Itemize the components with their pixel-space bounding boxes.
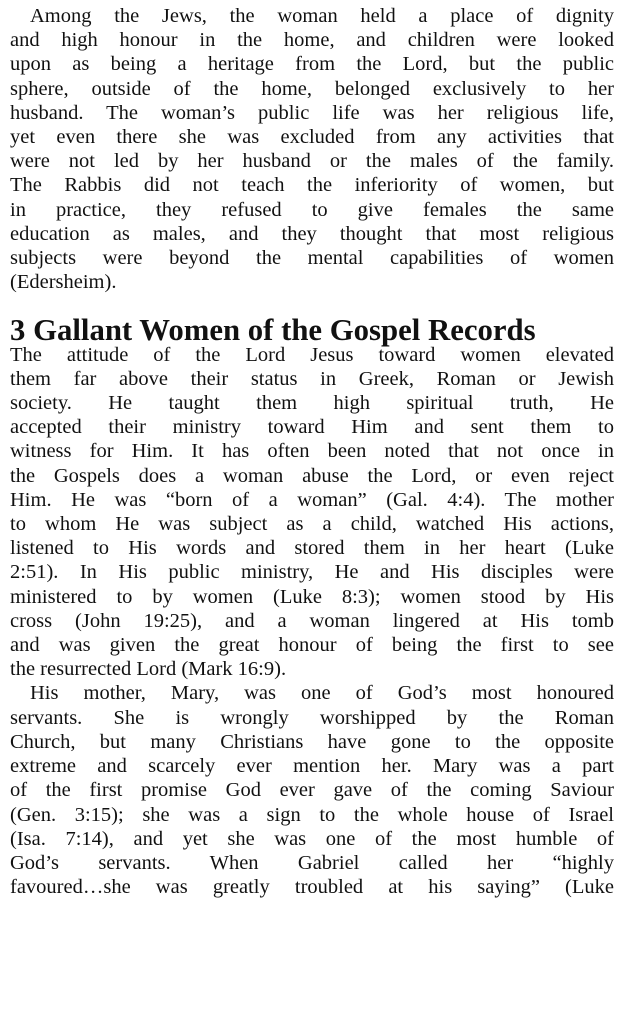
text-line: the resurrected Lord (Mark 16:9). <box>10 658 287 681</box>
paragraph-jewish-women <box>10 4 614 294</box>
text-line: yet even there she was excluded from any activities that <box>10 126 614 149</box>
text-line: favoured…she was greatly troubled at his saying” (Luke <box>10 876 614 899</box>
text-line: listened to His words and stored them in her heart (Luke <box>10 537 614 560</box>
text-line: (Edersheim). <box>10 271 117 294</box>
text-line: sphere, outside of the home, belonged exclusively to her <box>10 77 614 100</box>
text-line: upon as being a heritage from the Lord, but the public <box>10 53 614 76</box>
section-heading: 3 Gallant Women of the Gospel Records <box>10 313 536 348</box>
text-line: (Gen. 3:15); she was a sign to the whole house of Israel <box>10 803 614 826</box>
text-line: 2:51). In His public ministry, He and His disciples were <box>10 561 614 584</box>
text-line: (Isa. 7:14), and yet she was one of the most humble of <box>10 827 614 850</box>
text-line: husband. The woman’s public life was her religious life, <box>10 101 614 124</box>
text-line: Him. He was “born of a woman” (Gal. 4:4). The mother <box>10 488 614 511</box>
text-line: them far above their status in Greek, Roman or Jewish <box>10 367 614 390</box>
text-line: were not led by her husband or the males of the family. <box>10 150 614 173</box>
paragraph-mary <box>10 681 614 899</box>
text-line: accepted their ministry toward Him and sent them to <box>10 416 614 439</box>
text-line: witness for Him. It has often been noted that not once in <box>10 440 614 463</box>
text-line: to whom He was subject as a child, watched His actions, <box>10 513 614 536</box>
text-line: in practice, they refused to give females the same <box>10 198 614 221</box>
text-line: ministered to by women (Luke 8:3); women stood by His <box>10 585 614 608</box>
text-line: God’s servants. When Gabriel called her “highly <box>10 851 614 874</box>
text-line: The Rabbis did not teach the inferiority of women, but <box>10 174 614 197</box>
text-line: Among the Jews, the woman held a place of dignity <box>30 5 614 27</box>
text-line: extreme and scarcely ever mention her. Mary was a part <box>10 755 614 778</box>
text-line: His mother, Mary, was one of God’s most honoured <box>30 682 614 705</box>
paragraph-attitude-of-jesus <box>10 343 614 682</box>
text-line: and high honour in the home, and children were looked <box>10 29 614 52</box>
text-line: Church, but many Christians have gone to the opposite <box>10 730 614 753</box>
text-line: and was given the great honour of being the first to see <box>10 634 614 657</box>
text-line: The attitude of the Lord Jesus toward women elevated <box>10 343 614 366</box>
text-line: of the first promise God ever gave of the coming Saviour <box>10 779 614 802</box>
text-line: the Gospels does a woman abuse the Lord, or even reject <box>10 464 614 487</box>
text-line: education as males, and they thought that most religious <box>10 222 614 245</box>
text-line: society. He taught them high spiritual truth, He <box>10 392 614 415</box>
text-line: subjects were beyond the mental capabilities of women <box>10 247 614 270</box>
text-line: servants. She is wrongly worshipped by the Roman <box>10 706 614 729</box>
text-line: cross (John 19:25), and a woman lingered at His tomb <box>10 609 614 632</box>
